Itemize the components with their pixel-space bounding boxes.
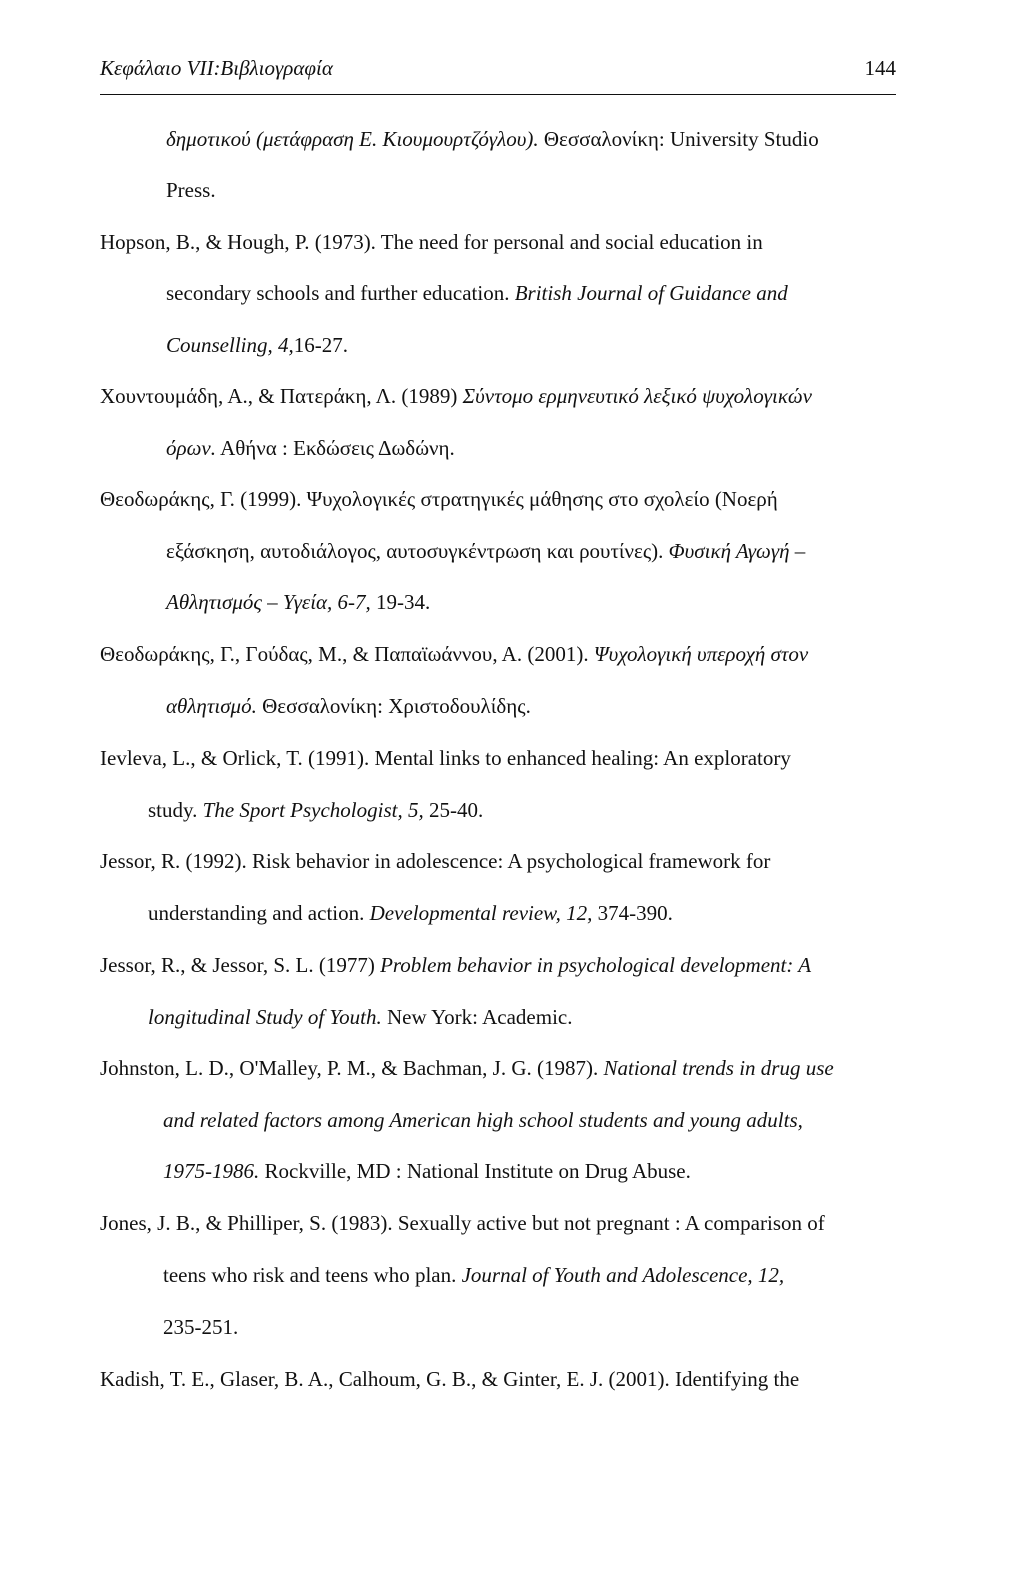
reference-italic-text: Ψυχολογική υπεροχή στον	[593, 642, 809, 666]
reference-line	[166, 280, 788, 306]
reference-text: secondary schools and further education.	[166, 281, 515, 305]
reference-line	[163, 1158, 691, 1184]
header-rule	[100, 94, 896, 95]
reference-text: Αθήνα : Εκδώσεις Δωδώνη.	[215, 436, 455, 460]
page-number: 144	[864, 56, 896, 80]
reference-line	[100, 383, 812, 409]
reference-text: Johnston, L. D., O'Malley, P. M., & Bachman, J. G. (1987).	[100, 1056, 604, 1080]
reference-text: study.	[148, 798, 203, 822]
reference-text: Jessor, R., & Jessor, S. L. (1977)	[100, 953, 381, 977]
reference-italic-text: and related factors among American high school students and young adults,	[163, 1108, 803, 1132]
reference-italic-text: Problem behavior in psychological development: A	[380, 953, 812, 977]
reference-italic-text: 1975-1986.	[163, 1159, 260, 1183]
reference-line	[166, 435, 455, 461]
reference-line	[148, 900, 673, 926]
reference-italic-text: Σύντομο ερμηνευτικό λεξικό ψυχολογικών	[462, 384, 812, 408]
reference-line	[166, 126, 819, 152]
reference-italic-text: The Sport Psychologist, 5,	[202, 798, 424, 822]
chapter-title: Κεφάλαιο VII:Βιβλιογραφία	[100, 56, 333, 80]
reference-text: New York: Academic.	[381, 1005, 573, 1029]
reference-line	[100, 1210, 825, 1236]
reference-italic-text: British Journal of Guidance and	[514, 281, 788, 305]
reference-text: 16-27.	[293, 333, 349, 357]
reference-text: Press.	[166, 178, 216, 202]
reference-italic-text: Developmental review, 12,	[369, 901, 593, 925]
reference-text: Jessor, R. (1992). Risk behavior in adolescence: A psychological framework for	[100, 849, 771, 873]
reference-line	[100, 641, 808, 667]
reference-line	[148, 1004, 572, 1030]
reference-text: 19-34.	[370, 590, 431, 614]
reference-italic-text: Counselling, 4,	[166, 333, 294, 357]
reference-line	[166, 332, 348, 358]
reference-text: 25-40.	[423, 798, 484, 822]
reference-line	[163, 1314, 238, 1340]
reference-line	[100, 229, 763, 255]
reference-line	[148, 797, 483, 823]
reference-text: 235-251.	[163, 1315, 239, 1339]
reference-text: 374-390.	[592, 901, 673, 925]
reference-line	[100, 848, 770, 874]
reference-italic-text: όρων.	[166, 436, 216, 460]
reference-text: Χουντουμάδη, Α., & Πατεράκη, Λ. (1989)	[100, 384, 463, 408]
reference-italic-text: Αθλητισμός – Υγεία, 6-7,	[166, 590, 371, 614]
reference-text: Jones, J. B., & Philliper, S. (1983). Sexually active but not pregnant : A comparison of	[100, 1211, 825, 1235]
reference-italic-text: National trends in drug use	[603, 1056, 834, 1080]
reference-line	[166, 693, 531, 719]
reference-line	[163, 1262, 784, 1288]
reference-line	[100, 1055, 834, 1081]
reference-text: Θεσσαλονίκη: University Studio	[538, 127, 819, 151]
reference-text: Θεοδωράκης, Γ., Γούδας, Μ., & Παπαϊωάννου, Α. (2001).	[100, 642, 594, 666]
reference-text: understanding and action.	[148, 901, 370, 925]
reference-italic-text: δημοτικού (μετάφραση Ε. Κιουμουρτζόγλου).	[166, 127, 539, 151]
reference-text: Ievleva, L., & Orlick, T. (1991). Mental links to enhanced healing: An exploratory	[100, 746, 791, 770]
reference-text: Kadish, T. E., Glaser, B. A., Calhoum, G. B., & Ginter, E. J. (2001). Identifying the	[100, 1367, 800, 1391]
reference-text: Hopson, B., & Hough, P. (1973). The need for personal and social education in	[100, 230, 763, 254]
reference-line	[100, 1366, 799, 1392]
reference-line	[100, 745, 791, 771]
page-header	[100, 56, 896, 92]
reference-line	[100, 486, 778, 512]
reference-text: teens who risk and teens who plan.	[163, 1263, 462, 1287]
reference-line	[166, 538, 805, 564]
reference-text: Θεσσαλονίκη: Χριστοδουλίδης.	[256, 694, 531, 718]
reference-text: Θεοδωράκης, Γ. (1999). Ψυχολογικές στρατηγικές μάθησης στο σχολείο (Νοερή	[100, 487, 778, 511]
reference-italic-text: Journal of Youth and Adolescence, 12,	[461, 1263, 785, 1287]
reference-line	[100, 952, 811, 978]
reference-line	[166, 177, 216, 203]
reference-italic-text: αθλητισμό.	[166, 694, 257, 718]
reference-italic-text: longitudinal Study of Youth.	[148, 1005, 382, 1029]
reference-line	[163, 1107, 803, 1133]
reference-italic-text: Φυσική Αγωγή –	[668, 539, 806, 563]
reference-text: Rockville, MD : National Institute on Drug Abuse.	[259, 1159, 691, 1183]
reference-line	[166, 589, 430, 615]
reference-text: εξάσκηση, αυτοδιάλογος, αυτοσυγκέντρωση και ρουτίνες).	[166, 539, 669, 563]
